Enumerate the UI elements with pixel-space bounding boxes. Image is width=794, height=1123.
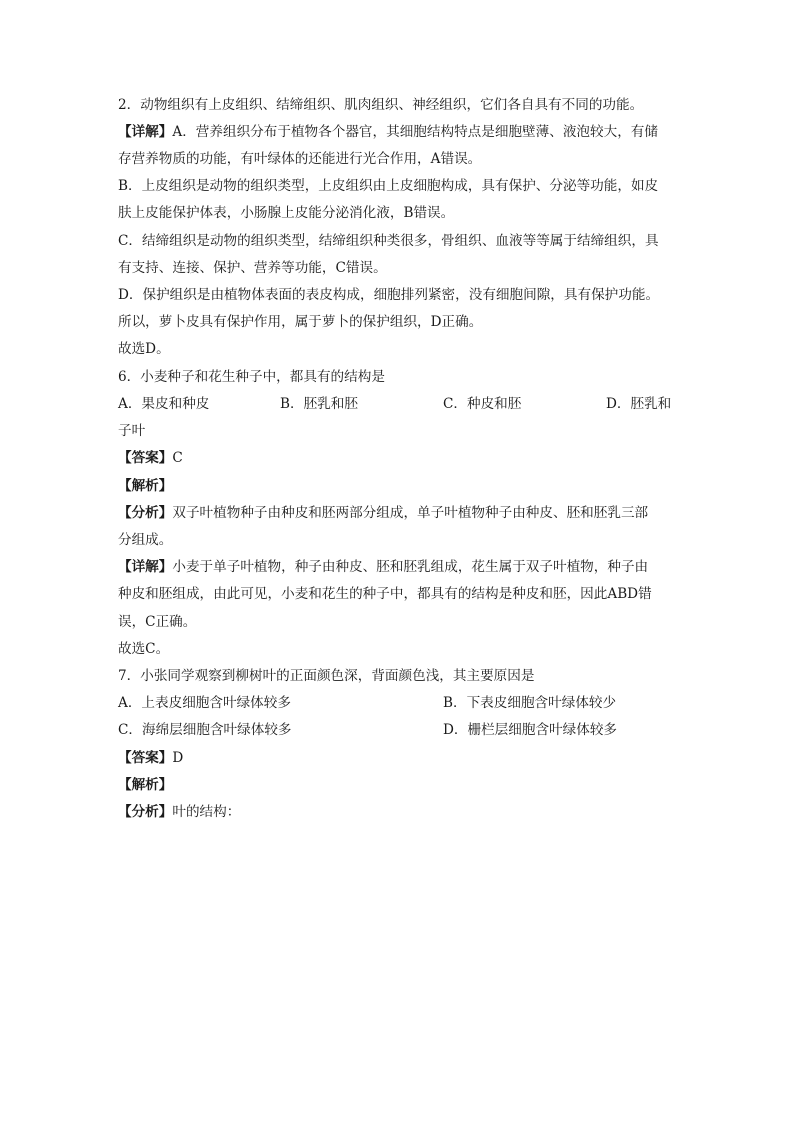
text-line (118, 530, 172, 550)
text-line (118, 584, 652, 604)
answer-tag: 【答案】 (118, 450, 173, 466)
text: 肤上皮能保护体表，小肠腺上皮能分泌消化液，B错误。 (118, 205, 455, 221)
text: 种皮和胚组成，由此可见，小麦和花生的种子中，都具有的结构是种皮和胚，因此ABD错 (118, 586, 652, 602)
analysis-heading: 【解析】 (118, 478, 173, 494)
text-line (118, 122, 658, 142)
analysis-tag: 【分析】 (118, 804, 173, 820)
text-line (118, 503, 648, 523)
answer-tag: 【答案】 (118, 750, 173, 766)
text: 分组成。 (118, 532, 173, 548)
text-line (118, 802, 240, 822)
text-line (118, 95, 643, 115)
analysis-tag: 【分析】 (118, 505, 173, 521)
text-line (118, 231, 659, 251)
text-line (118, 149, 481, 169)
text: 存营养物质的功能，有叶绿体的还能进行光合作用，A错误。 (118, 151, 482, 167)
text: 双子叶植物种子由种皮和胚两部分组成，单子叶植物种子由种皮、胚和胚乳三部 (172, 505, 649, 521)
text: C．结缔组织是动物的组织类型，结缔组织种类很多，骨组织、血液等等属于结缔组织，具 (118, 233, 659, 249)
text-line (118, 339, 170, 359)
text: 小麦于单子叶植物，种子由种皮、胚和胚乳组成，花生属于双子叶植物，种子由 (172, 559, 649, 575)
text: B．上皮组织是动物的组织类型，上皮组织由上皮细胞构成，具有保护、分泌等功能，如皮 (118, 178, 659, 194)
answer-line (118, 748, 183, 768)
text: 有支持、连接、保护、营养等功能，C错误。 (118, 260, 387, 276)
text: 故选C。 (118, 641, 170, 657)
q7-option-d: D．栅栏层细胞含叶绿体较多 (443, 722, 618, 738)
text: 6．小麦种子和花生种子中，都具有的结构是 (118, 369, 385, 385)
answer-value: C (172, 450, 183, 466)
text-line (118, 639, 169, 659)
text-line (118, 176, 658, 196)
text: D．保护组织是由植物体表面的表皮构成，细胞排列紧密，没有细胞间隙，具有保护功能。 (118, 287, 660, 303)
text-line (118, 312, 482, 332)
text-line (118, 203, 454, 223)
answer-value: D (172, 750, 184, 766)
q6-option-c: C．种皮和胚 (443, 396, 522, 412)
answer-line (118, 448, 183, 468)
text-line (118, 612, 196, 632)
q7-option-b: B．下表皮细胞含叶绿体较少 (443, 695, 617, 711)
q6-option-d: D．胚乳和 (606, 396, 672, 412)
detail-tag: 【详解】 (118, 124, 173, 140)
q6-option-d-continued: 子叶 (118, 423, 146, 439)
q6-option-b: B．胚乳和胚 (280, 396, 358, 412)
text-line (118, 258, 387, 278)
q7-option-a: A．上表皮细胞含叶绿体较多 (118, 695, 291, 711)
text: 误，C正确。 (118, 614, 197, 630)
analysis-heading: 【解析】 (118, 777, 173, 793)
q7-option-c: C．海绵层细胞含叶绿体较多 (118, 722, 292, 738)
question-6-stem (118, 367, 385, 387)
text-line (118, 557, 648, 577)
text-line (118, 285, 659, 305)
text: 故选D。 (118, 341, 170, 357)
text: A．营养组织分布于植物各个器官，其细胞结构特点是细胞壁薄、液泡较大，有储 (172, 124, 658, 140)
question-7-stem (118, 666, 534, 686)
text: 7．小张同学观察到柳树叶的正面颜色深，背面颜色浅，其主要原因是 (118, 668, 535, 684)
text: 2．动物组织有上皮组织、结缔组织、肌肉组织、神经组织，它们各自具有不同的功能。 (118, 97, 644, 113)
q6-option-a: A．果皮和种皮 (118, 396, 210, 412)
text: 所以，萝卜皮具有保护作用，属于萝卜的保护组织，D正确。 (118, 314, 483, 330)
text: 叶的结构： (172, 804, 241, 820)
detail-tag: 【详解】 (118, 559, 173, 575)
